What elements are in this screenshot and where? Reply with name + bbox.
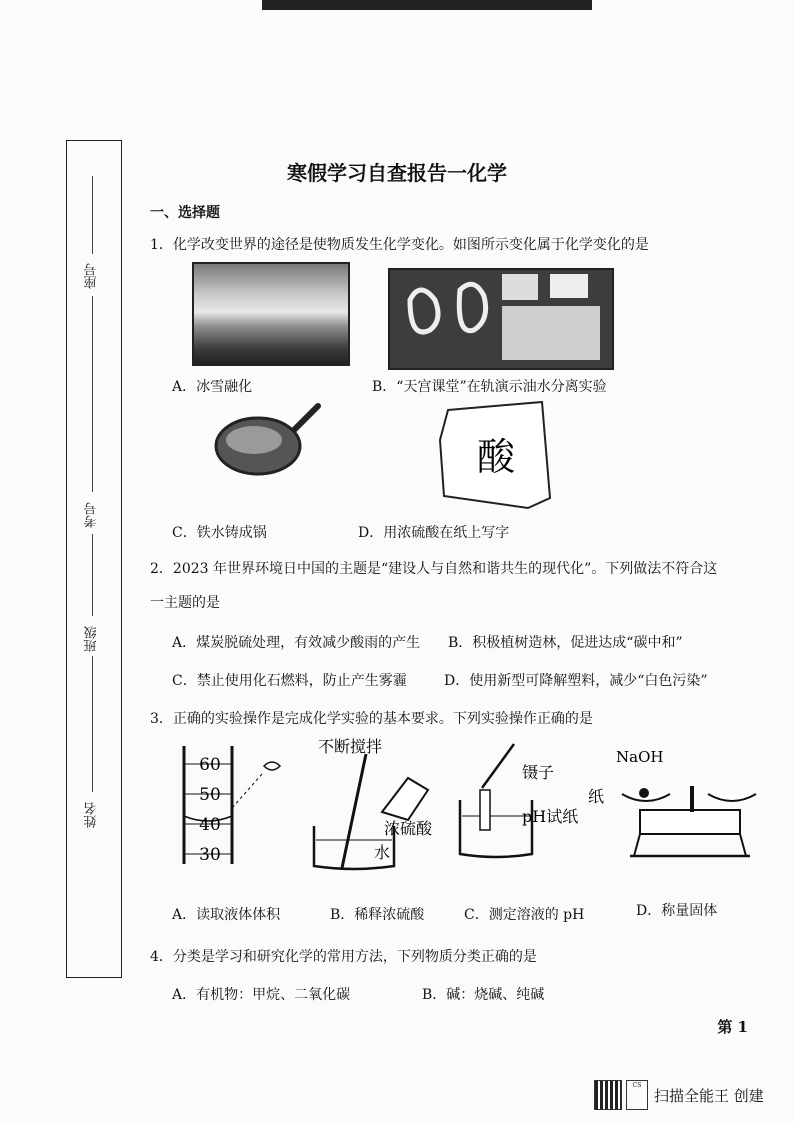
tick-30: 30 <box>199 845 221 865</box>
q2-option-c[interactable]: C．禁止使用化石燃料，防止产生雾霾 <box>172 673 407 689</box>
q2-stem-line1: 2．2023 年世界环境日中国的主题是“建设人与自然和谐共生的现代化”。下列做法不符合这 <box>150 561 718 577</box>
tick-40: 40 <box>199 815 221 835</box>
eye-icon <box>264 762 280 770</box>
name-line <box>92 656 93 792</box>
q3-option-c[interactable]: C．测定溶液的 pH <box>464 907 585 923</box>
q3-option-b[interactable]: B．稀释浓硫酸 <box>330 907 425 923</box>
tick-60: 60 <box>199 755 221 775</box>
paper-label: 纸 <box>588 787 605 806</box>
stir-label: 不断搅拌 <box>318 737 383 756</box>
q3-stem: 3．正确的实验操作是完成化学实验的基本要求。下列实验操作正确的是 <box>150 711 593 727</box>
q2-stem-line2: 一主题的是 <box>150 595 220 611</box>
paper-written-char: 酸 <box>476 435 516 479</box>
class-line <box>92 534 93 616</box>
qr-code-icon <box>594 1080 622 1110</box>
q4-option-b[interactable]: B．碱：烧碱、纯碱 <box>422 987 545 1003</box>
q4-stem: 4．分类是学习和研究化学的常用方法，下列物质分类正确的是 <box>150 949 537 965</box>
watermark-text: 扫描全能王 创建 <box>654 1086 764 1105</box>
class-label: 班级 <box>84 626 100 652</box>
water-label: 水 <box>374 843 391 862</box>
q3-option-d[interactable]: D．称量固体 <box>636 903 718 919</box>
acid-bottle <box>382 778 428 820</box>
page-number: 第 1 <box>717 1018 748 1036</box>
q1-option-a[interactable]: A．冰雪融化 <box>172 379 253 395</box>
q2-option-d[interactable]: D．使用新型可降解塑料，减少“白色污染” <box>444 673 708 689</box>
q1-option-b[interactable]: B．“天宫课堂”在轨演示油水分离实验 <box>372 379 607 395</box>
scanner-logo-icon: CS <box>626 1080 648 1110</box>
q2-option-a[interactable]: A．煤炭脱硫处理，有效减少酸雨的产生 <box>172 635 421 651</box>
ice-melting-photo <box>192 262 350 366</box>
tweezers-label: 镊子 <box>522 763 555 782</box>
name-label: 姓名 <box>84 802 100 828</box>
iron-wok-image <box>210 400 322 480</box>
space-class-photo <box>388 268 614 370</box>
scanner-watermark <box>594 1078 770 1112</box>
balance-scale <box>622 786 756 856</box>
q1-option-c[interactable]: C．铁水铸成锅 <box>172 525 267 541</box>
q3-figure <box>170 736 780 896</box>
acid-paper-image <box>438 400 554 512</box>
page-title: 寒假学习自查报告一化学 <box>287 161 507 185</box>
ph-test-beaker <box>460 744 532 857</box>
q1-option-d[interactable]: D．用浓硫酸在纸上写字 <box>358 525 510 541</box>
exam-no-line <box>92 296 93 492</box>
scan-edge-bar <box>262 0 592 10</box>
q3-option-a[interactable]: A．读取液体体积 <box>172 907 281 923</box>
acid-label: 浓硫酸 <box>384 819 433 838</box>
seat-line <box>92 176 93 254</box>
exam-no-label: 考号 <box>84 502 100 528</box>
q1-stem: 1．化学改变世界的途径是使物质发生化学变化。如图所示变化属于化学变化的是 <box>150 237 649 253</box>
seat-label: 座号 <box>84 263 100 289</box>
ph-paper-label: pH试纸 <box>522 807 579 826</box>
q4-option-a[interactable]: A．有机物：甲烷、二氧化碳 <box>172 987 351 1003</box>
naoh-label: NaOH <box>616 748 664 766</box>
section-heading: 一、选择题 <box>150 205 220 221</box>
q2-option-b[interactable]: B．积极植树造林，促进达成“碳中和” <box>448 635 683 651</box>
space-class-scene <box>390 270 612 368</box>
tick-50: 50 <box>199 785 221 805</box>
sight-line <box>232 774 262 808</box>
